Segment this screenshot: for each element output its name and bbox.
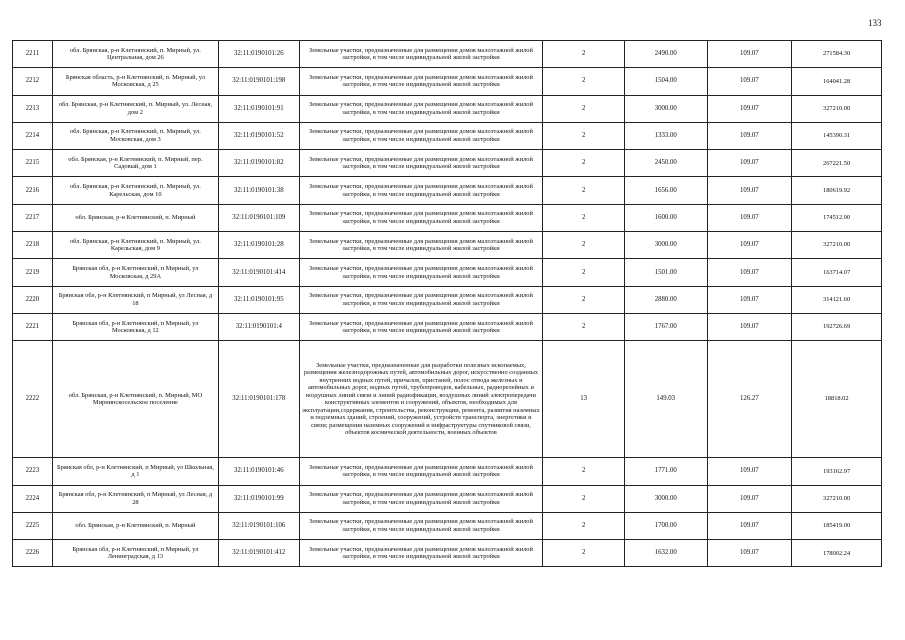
address-cell: Брянская обл, р-н Клетнянский, п Мирный, ул Московская, д 12 bbox=[52, 313, 218, 340]
cadastral-value-cell: 145390.31 bbox=[792, 122, 882, 149]
cadastral-value-cell: 164041.28 bbox=[792, 68, 882, 95]
specific-value-cell: 109.07 bbox=[707, 458, 792, 485]
cadastral-number-cell: 32:11:0190101:414 bbox=[219, 259, 300, 286]
address-cell: обл. Брянская, р-н Клетнянский, п. Мирный, МО Мирнинскосельское поселение bbox=[52, 341, 218, 458]
row-number-cell: 2224 bbox=[13, 485, 53, 512]
cadastral-value-cell: 271584.30 bbox=[792, 41, 882, 68]
address-cell: обл. Брянская, р-н Клетнянский, п. Мирный bbox=[52, 512, 218, 539]
cadastral-number-cell: 32:11:0190101:106 bbox=[219, 512, 300, 539]
land-use-description-cell: Земельные участки, предназначенные для размещения домов малоэтажной жилой застройки, в том числе индивидуальной жилой застройки bbox=[299, 313, 543, 340]
table-row bbox=[13, 540, 882, 567]
group-code-cell: 2 bbox=[543, 68, 625, 95]
specific-value-cell: 109.07 bbox=[707, 259, 792, 286]
cadastral-number-cell: 32:11:0190101:412 bbox=[219, 540, 300, 567]
land-use-description-cell: Земельные участки, предназначенные для разработки полезных ископаемых, размещения железнодорожных путей, автомобильных дорог, искусственно созданных внутренних водных путей, причалов, пристаней, полос отвода железных и автомобильных дорог, водных путей, трубопроводов, кабельных, радиорелейных и воздушных линий связи и линий радиофикации, воздушных линий электропередачи конструктивных элементов и сооружений, объектов, необходимых для эксплуатации,содержания, строительства, реконструкции, ремонта, развития наземных и подземных зданий, строений, сооружений, устройств транспорта, энергетики и связи; размещения наземных сооружений и инфраструктуры спутниковой связи, объектов космической деятельности, военных объектов bbox=[299, 341, 543, 458]
cadastral-value-cell: 163714.07 bbox=[792, 259, 882, 286]
area-cell: 3000.00 bbox=[624, 485, 707, 512]
specific-value-cell: 109.07 bbox=[707, 68, 792, 95]
row-number-cell: 2214 bbox=[13, 122, 53, 149]
cadastral-number-cell: 32:11:0190101:52 bbox=[219, 122, 300, 149]
land-use-description-cell: Земельные участки, предназначенные для размещения домов малоэтажной жилой застройки, в том числе индивидуальной жилой застройки bbox=[299, 95, 543, 122]
row-number-cell: 2213 bbox=[13, 95, 53, 122]
specific-value-cell: 109.07 bbox=[707, 122, 792, 149]
area-cell: 1600.00 bbox=[624, 204, 707, 231]
area-cell: 2450.00 bbox=[624, 150, 707, 177]
land-use-description-cell: Земельные участки, предназначенные для размещения домов малоэтажной жилой застройки, в том числе индивидуальной жилой застройки bbox=[299, 259, 543, 286]
group-code-cell: 2 bbox=[543, 122, 625, 149]
group-code-cell: 2 bbox=[543, 204, 625, 231]
specific-value-cell: 109.07 bbox=[707, 485, 792, 512]
row-number-cell: 2216 bbox=[13, 177, 53, 204]
address-cell: Брянская обл, р-н Клетнянский, п Мирный, ул Ленинградская, д 13 bbox=[52, 540, 218, 567]
specific-value-cell: 126.27 bbox=[707, 341, 792, 458]
row-number-cell: 2219 bbox=[13, 259, 53, 286]
specific-value-cell: 109.07 bbox=[707, 41, 792, 68]
land-use-description-cell: Земельные участки, предназначенные для размещения домов малоэтажной жилой застройки, в том числе индивидуальной жилой застройки bbox=[299, 512, 543, 539]
land-use-description-cell: Земельные участки, предназначенные для размещения домов малоэтажной жилой застройки, в том числе индивидуальной жилой застройки bbox=[299, 68, 543, 95]
address-cell: Брянская обл, р-н Клетнянский, п Мирный, ул Лесная, д 18 bbox=[52, 286, 218, 313]
cadastral-value-cell: 178002.24 bbox=[792, 540, 882, 567]
address-cell: Брянская обл, р-н Клетнянский, п Мирный, ул Школьная, д 1 bbox=[52, 458, 218, 485]
group-code-cell: 2 bbox=[543, 485, 625, 512]
cadastral-value-cell: 327210.00 bbox=[792, 485, 882, 512]
specific-value-cell: 109.07 bbox=[707, 150, 792, 177]
address-cell: обл. Брянская, р-н Клетнянский, п. Мирный bbox=[52, 204, 218, 231]
table-row bbox=[13, 512, 882, 539]
table-row bbox=[13, 313, 882, 340]
cadastral-value-cell: 174512.00 bbox=[792, 204, 882, 231]
area-cell: 3000.00 bbox=[624, 232, 707, 259]
cadastral-value-cell: 267221.50 bbox=[792, 150, 882, 177]
cadastral-number-cell: 32:11:0190101:38 bbox=[219, 177, 300, 204]
specific-value-cell: 109.07 bbox=[707, 286, 792, 313]
cadastral-value-cell: 327210.00 bbox=[792, 232, 882, 259]
cadastral-value-cell: 327210.00 bbox=[792, 95, 882, 122]
cadastral-value-cell: 314121.60 bbox=[792, 286, 882, 313]
cadastral-number-cell: 32:11:0190101:82 bbox=[219, 150, 300, 177]
land-use-description-cell: Земельные участки, предназначенные для размещения домов малоэтажной жилой застройки, в том числе индивидуальной жилой застройки bbox=[299, 204, 543, 231]
row-number-cell: 2217 bbox=[13, 204, 53, 231]
address-cell: обл. Брянская, р-н Клетнянский, п. Мирный, ул. Центральная, дом 26 bbox=[52, 41, 218, 68]
table-body bbox=[13, 41, 882, 567]
row-number-cell: 2215 bbox=[13, 150, 53, 177]
cadastral-value-cell: 192726.69 bbox=[792, 313, 882, 340]
cadastral-number-cell: 32:11:0190101:109 bbox=[219, 204, 300, 231]
specific-value-cell: 109.07 bbox=[707, 540, 792, 567]
area-cell: 1632.00 bbox=[624, 540, 707, 567]
area-cell: 1656.00 bbox=[624, 177, 707, 204]
row-number-cell: 2226 bbox=[13, 540, 53, 567]
area-cell: 1504.00 bbox=[624, 68, 707, 95]
land-use-description-cell: Земельные участки, предназначенные для размещения домов малоэтажной жилой застройки, в том числе индивидуальной жилой застройки bbox=[299, 41, 543, 68]
table-row bbox=[13, 177, 882, 204]
address-cell: обл. Брянская, р-н Клетнянский, п. Мирный, ул. Лесная, дом 2 bbox=[52, 95, 218, 122]
table-row bbox=[13, 204, 882, 231]
cadastral-number-cell: 32:11:0190101:28 bbox=[219, 232, 300, 259]
cadastral-value-cell: 193162.97 bbox=[792, 458, 882, 485]
row-number-cell: 2218 bbox=[13, 232, 53, 259]
area-cell: 1771.00 bbox=[624, 458, 707, 485]
specific-value-cell: 109.07 bbox=[707, 512, 792, 539]
cadastral-number-cell: 32:11:0190101:46 bbox=[219, 458, 300, 485]
table-row bbox=[13, 122, 882, 149]
row-number-cell: 2211 bbox=[13, 41, 53, 68]
cadastral-number-cell: 32:11:0190101:99 bbox=[219, 485, 300, 512]
row-number-cell: 2223 bbox=[13, 458, 53, 485]
group-code-cell: 2 bbox=[543, 232, 625, 259]
row-number-cell: 2220 bbox=[13, 286, 53, 313]
cadastral-number-cell: 32:11:0190101:91 bbox=[219, 95, 300, 122]
address-cell: Брянская область, р-н Клетнянский, п. Мирный, ул Московская, д 25 bbox=[52, 68, 218, 95]
area-cell: 149.03 bbox=[624, 341, 707, 458]
row-number-cell: 2212 bbox=[13, 68, 53, 95]
group-code-cell: 2 bbox=[543, 177, 625, 204]
address-cell: обл. Брянская, р-н Клетнянский, п. Мирный, ул. Карельская, дом 10 bbox=[52, 177, 218, 204]
land-use-description-cell: Земельные участки, предназначенные для размещения домов малоэтажной жилой застройки, в том числе индивидуальной жилой застройки bbox=[299, 177, 543, 204]
table-row bbox=[13, 458, 882, 485]
table-row bbox=[13, 341, 882, 458]
area-cell: 2880.00 bbox=[624, 286, 707, 313]
group-code-cell: 2 bbox=[543, 458, 625, 485]
land-use-description-cell: Земельные участки, предназначенные для размещения домов малоэтажной жилой застройки, в том числе индивидуальной жилой застройки bbox=[299, 232, 543, 259]
table-row bbox=[13, 286, 882, 313]
specific-value-cell: 109.07 bbox=[707, 313, 792, 340]
table-row bbox=[13, 68, 882, 95]
table-row bbox=[13, 150, 882, 177]
group-code-cell: 2 bbox=[543, 512, 625, 539]
cadastral-number-cell: 32:11:0190101:198 bbox=[219, 68, 300, 95]
cadastral-number-cell: 32:11:0190101:178 bbox=[219, 341, 300, 458]
table-row bbox=[13, 259, 882, 286]
group-code-cell: 2 bbox=[543, 313, 625, 340]
group-code-cell: 13 bbox=[543, 341, 625, 458]
area-cell: 1767.00 bbox=[624, 313, 707, 340]
cadastral-value-cell: 18818.02 bbox=[792, 341, 882, 458]
row-number-cell: 2221 bbox=[13, 313, 53, 340]
table-row bbox=[13, 485, 882, 512]
row-number-cell: 2222 bbox=[13, 341, 53, 458]
group-code-cell: 2 bbox=[543, 95, 625, 122]
specific-value-cell: 109.07 bbox=[707, 232, 792, 259]
page-number: 133 bbox=[868, 18, 882, 28]
address-cell: обл. Брянская, р-н Клетнянский, п. Мирный, ул. Карельская, дом 9 bbox=[52, 232, 218, 259]
area-cell: 1700.00 bbox=[624, 512, 707, 539]
area-cell: 2490.00 bbox=[624, 41, 707, 68]
land-use-description-cell: Земельные участки, предназначенные для размещения домов малоэтажной жилой застройки, в том числе индивидуальной жилой застройки bbox=[299, 458, 543, 485]
cadastral-number-cell: 32:11:0190101:4 bbox=[219, 313, 300, 340]
cadastral-value-cell: 185419.00 bbox=[792, 512, 882, 539]
group-code-cell: 2 bbox=[543, 41, 625, 68]
area-cell: 1333.00 bbox=[624, 122, 707, 149]
table-row bbox=[13, 232, 882, 259]
table-row bbox=[13, 95, 882, 122]
specific-value-cell: 109.07 bbox=[707, 95, 792, 122]
area-cell: 1501.00 bbox=[624, 259, 707, 286]
specific-value-cell: 109.07 bbox=[707, 204, 792, 231]
cadastral-number-cell: 32:11:0190101:95 bbox=[219, 286, 300, 313]
land-use-description-cell: Земельные участки, предназначенные для размещения домов малоэтажной жилой застройки, в том числе индивидуальной жилой застройки bbox=[299, 540, 543, 567]
land-use-description-cell: Земельные участки, предназначенные для размещения домов малоэтажной жилой застройки, в том числе индивидуальной жилой застройки bbox=[299, 485, 543, 512]
land-use-description-cell: Земельные участки, предназначенные для размещения домов малоэтажной жилой застройки, в том числе индивидуальной жилой застройки bbox=[299, 286, 543, 313]
cadastral-number-cell: 32:11:0190101:26 bbox=[219, 41, 300, 68]
address-cell: Брянская обл, р-н Клетнянский, п Мирный, ул Лесная, д 28 bbox=[52, 485, 218, 512]
group-code-cell: 2 bbox=[543, 286, 625, 313]
land-plot-table bbox=[12, 40, 882, 567]
address-cell: обл. Брянская, р-н Клетнянский, п. Мирный, пер. Садовый, дом 1 bbox=[52, 150, 218, 177]
land-use-description-cell: Земельные участки, предназначенные для размещения домов малоэтажной жилой застройки, в том числе индивидуальной жилой застройки bbox=[299, 150, 543, 177]
land-use-description-cell: Земельные участки, предназначенные для размещения домов малоэтажной жилой застройки, в том числе индивидуальной жилой застройки bbox=[299, 122, 543, 149]
row-number-cell: 2225 bbox=[13, 512, 53, 539]
address-cell: обл. Брянская, р-н Клетнянский, п. Мирный, ул. Московская, дом 3 bbox=[52, 122, 218, 149]
group-code-cell: 2 bbox=[543, 259, 625, 286]
area-cell: 3000.00 bbox=[624, 95, 707, 122]
group-code-cell: 2 bbox=[543, 150, 625, 177]
cadastral-value-cell: 180619.92 bbox=[792, 177, 882, 204]
address-cell: Брянская обл, р-н Клетнянский, п Мирный, ул Московская, д 29А bbox=[52, 259, 218, 286]
table-row bbox=[13, 41, 882, 68]
group-code-cell: 2 bbox=[543, 540, 625, 567]
specific-value-cell: 109.07 bbox=[707, 177, 792, 204]
